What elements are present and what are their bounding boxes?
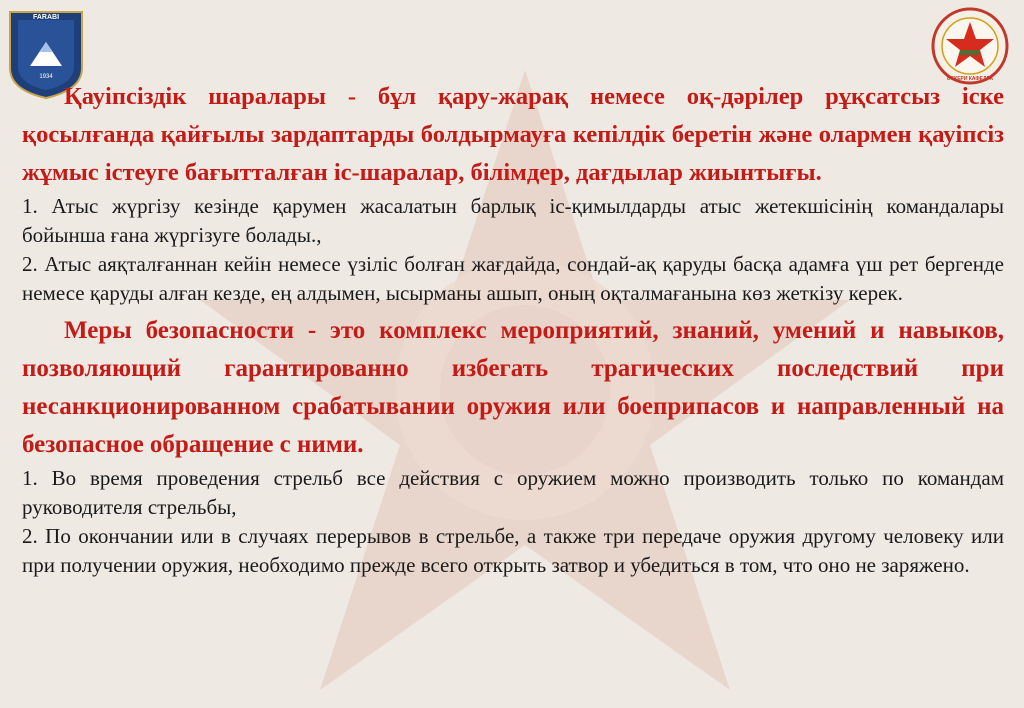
kazakh-item-2: 2. Атыс аяқталғаннан кейін немесе үзіліс болған жағдайда, сондай-ақ қаруды басқа адамға үш рет бергенде немесе қаруды алған кезде, ең алдымен, ысырманы ашып, оның оқталмағанына көз жеткізу керек. [22,252,1004,305]
emblem-label-farabi: FARABI [32,14,60,21]
emblem-label-military: ӘСКЕРИ КАФЕДРА [946,76,994,82]
russian-item-1: 1. Во время проведения стрельб все действия с оружием можно производить только по командам руководителя стрельбы, [22,466,1004,519]
emblem-year: 1934 [39,74,53,80]
russian-item-2: 2. По окончании или в случаях перерывов в стрельбе, а также три передаче оружия другому человеку или при получении оружия, необходимо прежде всего открыть затвор и убедиться в том, что оно не заряжено. [22,524,1004,577]
kazakh-heading: Қауіпсіздік шаралары - бұл қару-жарақ немесе оқ-дәрілер рұқсатсыз іске қосылғанда қайғылы зардаптарды болдырмауға кепілдік беретін және олармен қауіпсіз жұмыс істеуге бағытталған іс-шаралар, білімдер, дағдылар жиынтығы. [22,83,1004,186]
military-department-emblem-icon [930,6,1010,86]
kazakh-item-1: 1. Атыс жүргізу кезінде қарумен жасалатын барлық іс-қимылдарды атыс жетекшісінің командалары бойынша ғана жүргізуге болады., [22,194,1004,247]
russian-heading: Меры безопасности - это комплекс мероприятий, знаний, умений и навыков, позволяющий гарантированно избегать трагических последствий при несанкционированном срабатывании оружия или боеприпасов и направленный на безопасное обращение с ними. [22,317,1004,458]
slide-content [22,78,1004,580]
